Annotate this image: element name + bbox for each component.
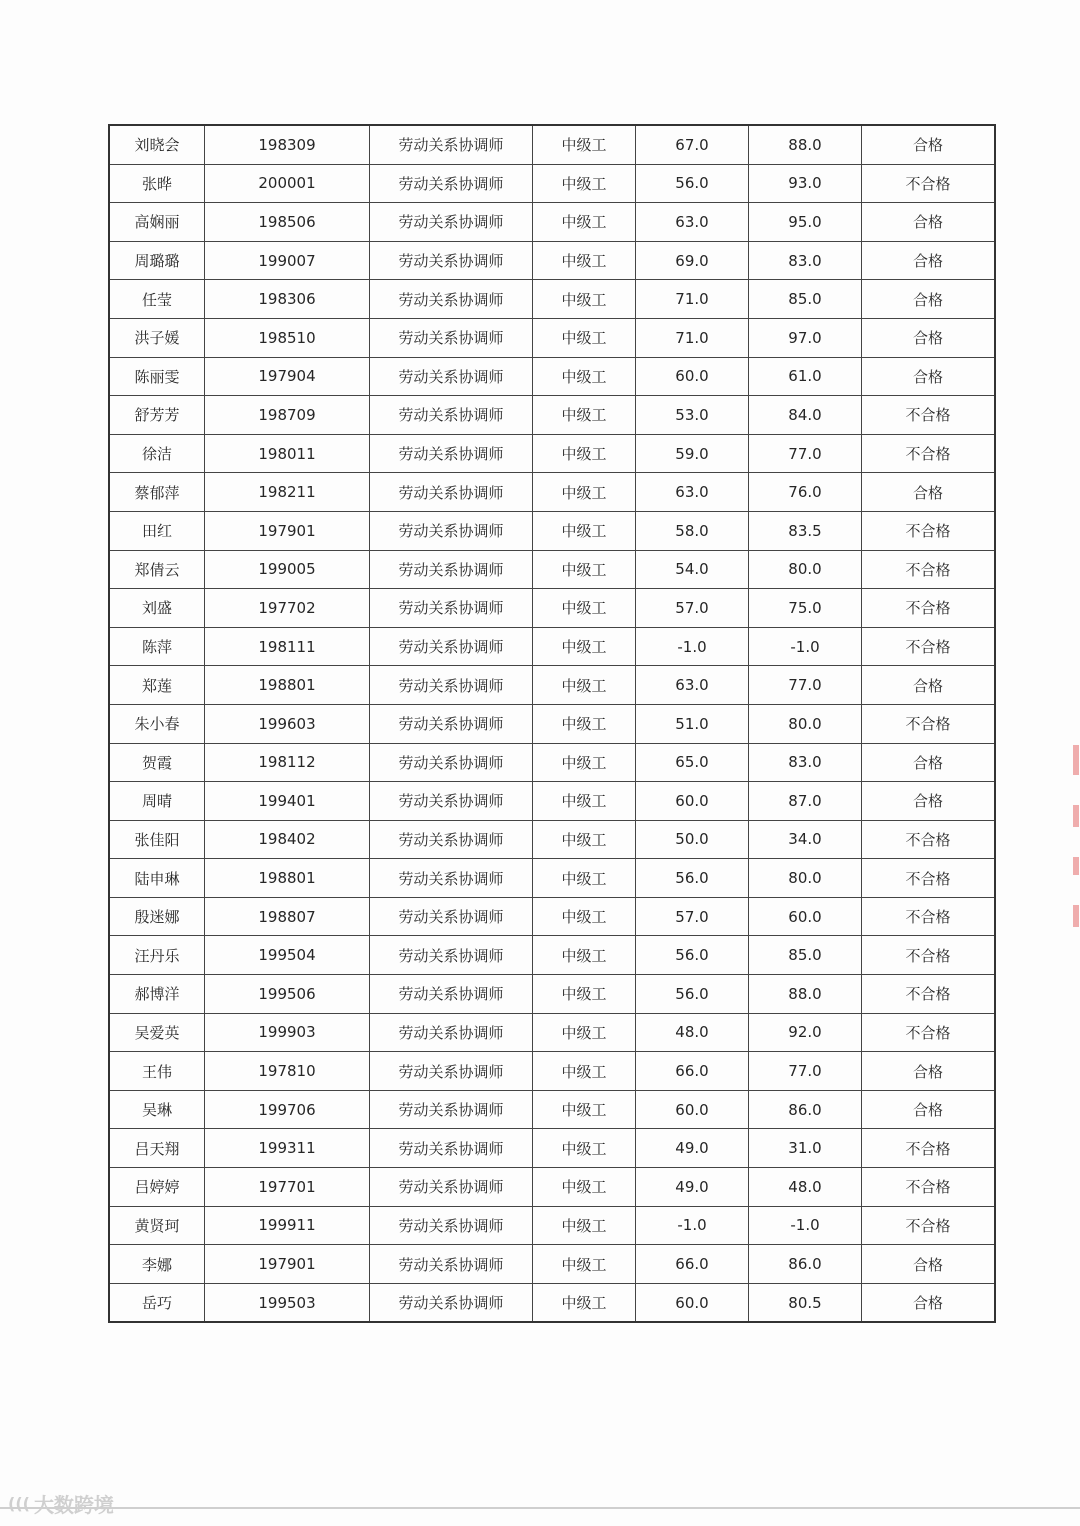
cell-result: 不合格 [862,396,996,435]
cell-result: 不合格 [862,511,996,550]
cell-level: 中级工 [533,782,636,821]
cell-score-practical: 77.0 [749,434,862,473]
cell-name: 刘晓会 [109,125,205,164]
cell-job: 劳动关系协调师 [370,357,533,396]
cell-id: 198506 [205,203,370,242]
cell-job: 劳动关系协调师 [370,589,533,628]
table-row [109,975,995,1014]
table-row [109,627,995,666]
table-row [109,1206,995,1245]
cell-score-practical: 77.0 [749,1052,862,1091]
cell-name: 任莹 [109,280,205,319]
cell-job: 劳动关系协调师 [370,550,533,589]
cell-job: 劳动关系协调师 [370,434,533,473]
cell-job: 劳动关系协调师 [370,473,533,512]
cell-job: 劳动关系协调师 [370,125,533,164]
cell-id: 199005 [205,550,370,589]
cell-score-practical: 97.0 [749,318,862,357]
cell-result: 不合格 [862,704,996,743]
cell-job: 劳动关系协调师 [370,782,533,821]
cell-score-practical: 85.0 [749,280,862,319]
table-row [109,511,995,550]
cell-job: 劳动关系协调师 [370,280,533,319]
cell-score-practical: 83.0 [749,241,862,280]
cell-id: 197810 [205,1052,370,1091]
cell-score-practical: 86.0 [749,1245,862,1284]
cell-name: 岳巧 [109,1283,205,1322]
cell-score-theory: 56.0 [636,936,749,975]
cell-job: 劳动关系协调师 [370,1245,533,1284]
cell-score-theory: 49.0 [636,1129,749,1168]
cell-level: 中级工 [533,589,636,628]
cell-name: 周晴 [109,782,205,821]
table-row [109,859,995,898]
cell-score-theory: 69.0 [636,241,749,280]
cell-level: 中级工 [533,550,636,589]
cell-level: 中级工 [533,704,636,743]
cell-id: 200001 [205,164,370,203]
cell-level: 中级工 [533,511,636,550]
table-row [109,1090,995,1129]
cell-level: 中级工 [533,1013,636,1052]
cell-result: 不合格 [862,897,996,936]
cell-result: 不合格 [862,820,996,859]
cell-score-practical: 88.0 [749,975,862,1014]
cell-id: 199903 [205,1013,370,1052]
watermark [8,1491,114,1515]
cell-name: 汪丹乐 [109,936,205,975]
cell-level: 中级工 [533,859,636,898]
cell-job: 劳动关系协调师 [370,241,533,280]
cell-id: 198011 [205,434,370,473]
cell-result: 不合格 [862,1129,996,1168]
cell-result: 不合格 [862,975,996,1014]
cell-id: 198211 [205,473,370,512]
cell-score-practical: 83.0 [749,743,862,782]
cell-id: 197702 [205,589,370,628]
cell-name: 吕婷婷 [109,1168,205,1207]
cell-level: 中级工 [533,743,636,782]
cell-result: 合格 [862,203,996,242]
cell-result: 合格 [862,357,996,396]
cell-name: 殷迷娜 [109,897,205,936]
cell-level: 中级工 [533,1168,636,1207]
cell-id: 199706 [205,1090,370,1129]
cell-score-theory: 63.0 [636,203,749,242]
cell-name: 吴琳 [109,1090,205,1129]
table-row [109,820,995,859]
cell-result: 不合格 [862,1168,996,1207]
cell-id: 197701 [205,1168,370,1207]
table-row [109,203,995,242]
cell-score-practical: 80.5 [749,1283,862,1322]
cell-job: 劳动关系协调师 [370,820,533,859]
cell-name: 舒芳芳 [109,396,205,435]
table-row [109,782,995,821]
watermark-text: 大数跨境 [33,1492,114,1517]
cell-result: 合格 [862,280,996,319]
cell-result: 合格 [862,473,996,512]
cell-name: 吴爱英 [109,1013,205,1052]
cell-name: 洪子媛 [109,318,205,357]
table-row [109,704,995,743]
cell-score-theory: 60.0 [636,1283,749,1322]
cell-score-practical: 87.0 [749,782,862,821]
table-row [109,1245,995,1284]
cell-name: 贺霞 [109,743,205,782]
cell-score-theory: 60.0 [636,1090,749,1129]
cell-name: 王伟 [109,1052,205,1091]
cell-score-theory: 51.0 [636,704,749,743]
cell-name: 刘盛 [109,589,205,628]
table-row [109,897,995,936]
cell-score-theory: 56.0 [636,164,749,203]
cell-name: 吕天翔 [109,1129,205,1168]
table-row [109,396,995,435]
cell-score-theory: 65.0 [636,743,749,782]
cell-result: 不合格 [862,936,996,975]
table-row [109,473,995,512]
cell-level: 中级工 [533,975,636,1014]
table-row [109,280,995,319]
cell-result: 不合格 [862,859,996,898]
cell-name: 田红 [109,511,205,550]
cell-job: 劳动关系协调师 [370,203,533,242]
cell-job: 劳动关系协调师 [370,975,533,1014]
cell-score-theory: 66.0 [636,1052,749,1091]
table-row [109,434,995,473]
cell-level: 中级工 [533,241,636,280]
cell-id: 199911 [205,1206,370,1245]
table-row [109,666,995,705]
cell-level: 中级工 [533,280,636,319]
cell-name: 郑倩云 [109,550,205,589]
cell-id: 199007 [205,241,370,280]
cell-name: 陈萍 [109,627,205,666]
cell-score-theory: 56.0 [636,975,749,1014]
cell-result: 合格 [862,1090,996,1129]
cell-score-practical: 80.0 [749,859,862,898]
cell-score-practical: -1.0 [749,1206,862,1245]
cell-id: 197901 [205,511,370,550]
cell-name: 高娴丽 [109,203,205,242]
cell-score-practical: 85.0 [749,936,862,975]
cell-score-theory: 60.0 [636,782,749,821]
cell-id: 199311 [205,1129,370,1168]
cell-level: 中级工 [533,125,636,164]
cell-score-theory: 71.0 [636,318,749,357]
cell-name: 郝博洋 [109,975,205,1014]
cell-result: 合格 [862,666,996,705]
cell-score-practical: 34.0 [749,820,862,859]
cell-score-practical: 48.0 [749,1168,862,1207]
cell-job: 劳动关系协调师 [370,1090,533,1129]
cell-job: 劳动关系协调师 [370,627,533,666]
cell-score-theory: 49.0 [636,1168,749,1207]
cell-level: 中级工 [533,1245,636,1284]
cell-job: 劳动关系协调师 [370,1283,533,1322]
cell-level: 中级工 [533,1283,636,1322]
cell-score-practical: 86.0 [749,1090,862,1129]
cell-score-theory: 59.0 [636,434,749,473]
cell-score-theory: 56.0 [636,859,749,898]
cell-score-theory: 54.0 [636,550,749,589]
cell-level: 中级工 [533,203,636,242]
cell-name: 陆申琳 [109,859,205,898]
table-row [109,1129,995,1168]
cell-result: 不合格 [862,627,996,666]
red-stamp-edge [1072,745,1080,935]
cell-id: 197904 [205,357,370,396]
cell-id: 198801 [205,859,370,898]
cell-job: 劳动关系协调师 [370,897,533,936]
cell-result: 不合格 [862,434,996,473]
table-row [109,241,995,280]
cell-score-theory: 66.0 [636,1245,749,1284]
cell-score-practical: 61.0 [749,357,862,396]
cell-score-practical: 76.0 [749,473,862,512]
table-row [109,318,995,357]
cell-id: 199504 [205,936,370,975]
cell-name: 蔡郁萍 [109,473,205,512]
cell-result: 不合格 [862,550,996,589]
cell-score-theory: 50.0 [636,820,749,859]
table-row [109,1013,995,1052]
cell-result: 合格 [862,241,996,280]
cell-job: 劳动关系协调师 [370,318,533,357]
cell-result: 不合格 [862,164,996,203]
cell-score-theory: 63.0 [636,666,749,705]
cell-score-practical: 80.0 [749,704,862,743]
cell-score-practical: 93.0 [749,164,862,203]
cell-job: 劳动关系协调师 [370,859,533,898]
cell-job: 劳动关系协调师 [370,704,533,743]
cell-score-practical: 95.0 [749,203,862,242]
cell-job: 劳动关系协调师 [370,164,533,203]
watermark-logo-icon: ((( [8,1493,30,1513]
cell-id: 198112 [205,743,370,782]
cell-id: 198510 [205,318,370,357]
results-table-body [109,125,995,1322]
cell-name: 张晔 [109,164,205,203]
cell-name: 朱小春 [109,704,205,743]
cell-result: 合格 [862,1052,996,1091]
cell-level: 中级工 [533,897,636,936]
cell-id: 198111 [205,627,370,666]
cell-job: 劳动关系协调师 [370,936,533,975]
cell-result: 不合格 [862,1206,996,1245]
cell-id: 198709 [205,396,370,435]
cell-level: 中级工 [533,627,636,666]
cell-score-practical: 92.0 [749,1013,862,1052]
cell-score-theory: 71.0 [636,280,749,319]
cell-level: 中级工 [533,1052,636,1091]
cell-level: 中级工 [533,666,636,705]
cell-id: 199503 [205,1283,370,1322]
cell-score-theory: -1.0 [636,627,749,666]
cell-score-practical: 77.0 [749,666,862,705]
cell-score-practical: 88.0 [749,125,862,164]
cell-level: 中级工 [533,936,636,975]
cell-job: 劳动关系协调师 [370,396,533,435]
table-row [109,164,995,203]
cell-level: 中级工 [533,318,636,357]
footer-divider [0,1507,1080,1509]
cell-result: 合格 [862,1283,996,1322]
table-row [109,550,995,589]
cell-level: 中级工 [533,1129,636,1168]
cell-id: 198807 [205,897,370,936]
cell-score-practical: 80.0 [749,550,862,589]
cell-name: 徐洁 [109,434,205,473]
cell-job: 劳动关系协调师 [370,511,533,550]
cell-score-theory: 58.0 [636,511,749,550]
cell-result: 合格 [862,1245,996,1284]
cell-score-theory: 48.0 [636,1013,749,1052]
cell-score-theory: -1.0 [636,1206,749,1245]
cell-result: 合格 [862,125,996,164]
cell-id: 197901 [205,1245,370,1284]
cell-result: 合格 [862,782,996,821]
table-row [109,125,995,164]
cell-name: 黄贤珂 [109,1206,205,1245]
cell-result: 不合格 [862,589,996,628]
cell-name: 陈丽雯 [109,357,205,396]
cell-job: 劳动关系协调师 [370,1206,533,1245]
results-table [108,124,996,1323]
table-row [109,1052,995,1091]
cell-job: 劳动关系协调师 [370,1168,533,1207]
cell-id: 199603 [205,704,370,743]
cell-id: 199401 [205,782,370,821]
cell-score-practical: 60.0 [749,897,862,936]
cell-score-practical: -1.0 [749,627,862,666]
cell-id: 199506 [205,975,370,1014]
cell-level: 中级工 [533,1206,636,1245]
cell-result: 不合格 [862,1013,996,1052]
cell-level: 中级工 [533,164,636,203]
cell-score-theory: 57.0 [636,589,749,628]
cell-score-practical: 75.0 [749,589,862,628]
cell-job: 劳动关系协调师 [370,1013,533,1052]
table-row [109,936,995,975]
cell-score-theory: 57.0 [636,897,749,936]
table-row [109,357,995,396]
cell-id: 198309 [205,125,370,164]
cell-score-practical: 31.0 [749,1129,862,1168]
cell-score-theory: 63.0 [636,473,749,512]
cell-level: 中级工 [533,357,636,396]
cell-score-theory: 60.0 [636,357,749,396]
cell-job: 劳动关系协调师 [370,1052,533,1091]
cell-level: 中级工 [533,473,636,512]
cell-job: 劳动关系协调师 [370,743,533,782]
cell-result: 合格 [862,318,996,357]
cell-score-theory: 53.0 [636,396,749,435]
cell-id: 198801 [205,666,370,705]
cell-id: 198402 [205,820,370,859]
cell-level: 中级工 [533,1090,636,1129]
cell-name: 李娜 [109,1245,205,1284]
cell-job: 劳动关系协调师 [370,1129,533,1168]
cell-level: 中级工 [533,820,636,859]
cell-name: 周璐璐 [109,241,205,280]
cell-level: 中级工 [533,396,636,435]
table-row [109,1283,995,1322]
cell-name: 郑莲 [109,666,205,705]
table-row [109,743,995,782]
cell-name: 张佳阳 [109,820,205,859]
cell-score-practical: 83.5 [749,511,862,550]
cell-id: 198306 [205,280,370,319]
cell-score-practical: 84.0 [749,396,862,435]
cell-score-theory: 67.0 [636,125,749,164]
cell-result: 合格 [862,743,996,782]
cell-job: 劳动关系协调师 [370,666,533,705]
cell-level: 中级工 [533,434,636,473]
table-row [109,1168,995,1207]
table-row [109,589,995,628]
